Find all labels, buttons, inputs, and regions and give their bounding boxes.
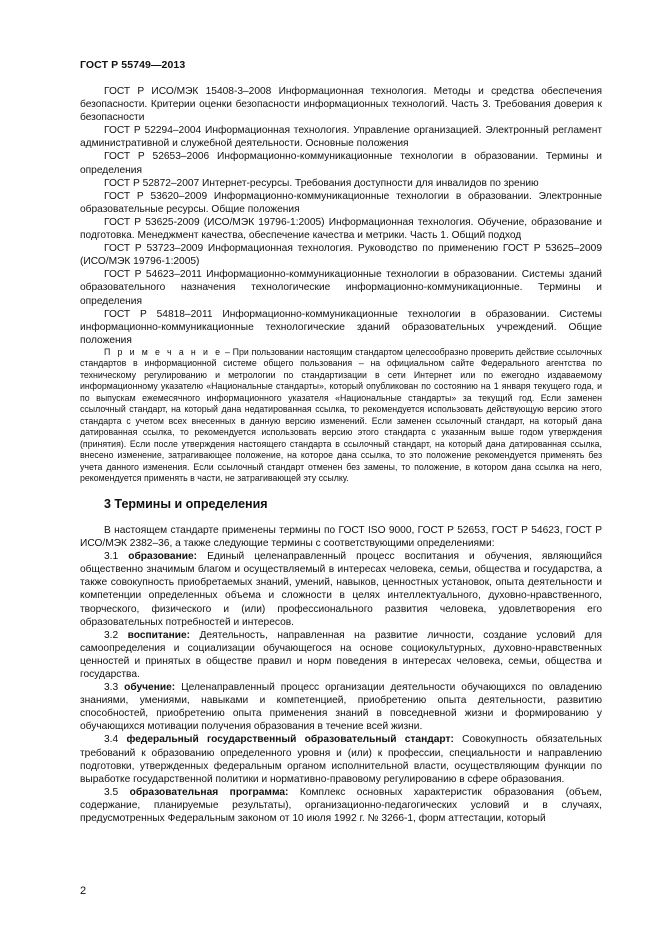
document-body — [80, 85, 602, 825]
term-number: 3.5 — [104, 786, 130, 798]
reference-item: ГОСТ Р 53620–2009 Информационно-коммуникационные технологии в образовании. Электронные образовательные ресурсы. Общие положения — [80, 190, 602, 215]
term-definition: Деятельность, направленная на развитие личности, создание условий для самоопределения и социализации обучающегося на основе социокультурных, духовно-нравственных ценностей и принятых в обществе правил и норм поведения в интересах человека, семьи, общества и государства. — [80, 629, 602, 680]
term-name: воспитание: — [127, 629, 191, 641]
term-definition: Целенаправленный процесс организации деятельности обучающихся по овладению знаниями, умениями, навыками и компетенцией, приобретению опыта деятельности, развитию способностей, приобретению опыта применения знаний в повседневной жизни и формированию у обучающихся мотивации получения образования в течение всей жизни. — [80, 682, 602, 733]
section-intro: В настоящем стандарте применены термины по ГОСТ ISO 9000, ГОСТ Р 52653, ГОСТ Р 54623, ГОСТ Р ИСО/МЭК 2382–36, а также следующие термины с соответствующими определениями: — [80, 524, 602, 550]
reference-item: ГОСТ Р 52653–2006 Информационно-коммуникационные технологии в образовании. Термины и определения — [80, 151, 602, 176]
term-entry — [80, 786, 602, 825]
term-definition: Комплекс основных характеристик образования (объем, содержание, планируемые результаты), организационно-педагогических условий и в случаях, предусмотренных Федеральным законом от 10 июля 1992 г. № 3266-1, форм аттестации, который — [80, 786, 602, 825]
document-header: ГОСТ Р 55749—2013 — [80, 59, 186, 71]
note-text: – При пользовании настоящим стандартом целесообразно проверить действие ссылочных стандартов в информационной системе общего пользования – на официальном сайте Федерального агентства по техническому регулированию и метрологии по стандартизации в сети Интернет или по ежегодно издаваемому информационному указателю «Национальные стандарты», который опубликован по состоянию на 1 января текущего года, и по выпускам ежемесячного информационного указателя «Национальные стандарты» за текущий год. Если заменен ссылочный стандарт, на который дана недатированная ссылка, то рекомендуется использовать действующую версию этого стандарта с учетом всех внесенных в данную версию изменений. Если заменен ссылочный стандарт, на который дана датированная ссылка, то рекомендуется использовать версию этого стандарта с указанным выше годом утверждения (принятия). Если после утверждения настоящего стандарта в ссылочный стандарт, на который дана датированная ссылка, внесено изменение, затрагивающее положение, на которое дана ссылка, то это положение рекомендуется применять без учета данного изменения. Если ссылочный стандарт отменен без замены, то положение, в котором дана ссылка на него, рекомендуется применять в части, не затрагивающей эту ссылку. — [80, 346, 602, 484]
term-name: образовательная программа: — [129, 786, 289, 798]
term-number: 3.1 — [104, 551, 129, 563]
note-paragraph — [80, 347, 602, 485]
term-entry — [80, 550, 602, 629]
term-name: федеральный государственный образовательный стандарт: — [126, 734, 454, 746]
reference-item: ГОСТ Р 53625-2009 (ИСО/МЭК 19796-1:2005) Информационная технология. Обучение, образование и подготовка. Менеджмент качества, обеспечение качества и метрики. Часть 1. Общий подход — [80, 216, 602, 242]
reference-item: ГОСТ Р 54818–2011 Информационно-коммуникационные технологии в образовании. Системы информационно-коммуникационные технологические зданий образовательных учреждений. Общие положения — [80, 308, 602, 346]
reference-item: ГОСТ Р ИСО/МЭК 15408-3–2008 Информационная технология. Методы и средства обеспечения безопасности. Критерии оценки безопасности информационных технологий. Часть 3. Требования доверия к безопасности — [80, 86, 602, 124]
term-entry — [80, 681, 602, 733]
term-definition: Совокупность обязательных требований к образованию определенного уровня и (или) к профессии, специальности и направлению подготовки, утвержденных федеральным органом исполнительной власти, осуществляющим функции по выработке государственной политики и нормативно-правовому регулированию в сфере образования. — [80, 734, 602, 785]
page-number: 2 — [80, 885, 87, 897]
term-name: обучение: — [124, 682, 176, 694]
reference-item: ГОСТ Р 54623–2011 Информационно-коммуникационные технологии в образовании. Системы зданий образовательного назначения технологические информационно-коммуникационные. Термины и определения — [80, 269, 602, 307]
term-number: 3.3 — [104, 682, 125, 694]
term-entry — [80, 629, 602, 681]
reference-item: ГОСТ Р 52294–2004 Информационная технология. Управление организацией. Электронный регламент административной и служебной деятельности. Основные положения — [80, 125, 602, 150]
term-number: 3.2 — [104, 629, 128, 641]
term-number: 3.4 — [104, 734, 127, 746]
term-definition: Единый целенаправленный процесс воспитания и обучения, являющийся общественно значимым благом и осуществляемый в интересах человека, семьи, общества и государства, а также совокупность приобретаемых знаний, умений, навыков, ценностных установок, опыта деятельности и компетенции определенных объема и сложности в целях интеллектуального, духовно-нравственного, творческого, физического и (или) профессионального развития человека, удовлетворения его образовательных потребностей и интересов. — [80, 551, 603, 628]
reference-item: ГОСТ Р 52872–2007 Интернет-ресурсы. Требования доступности для инвалидов по зрению — [104, 177, 539, 189]
section-title: 3 Термины и определения — [104, 496, 268, 511]
note-label: П р и м е ч а н и е — [104, 346, 223, 357]
term-name: образование: — [128, 551, 198, 563]
reference-item: ГОСТ Р 53723–2009 Информационная технология. Руководство по применению ГОСТ Р 53625–2009 (ИСО/МЭК 19796-1:2005) — [80, 243, 602, 268]
term-entry — [80, 733, 602, 785]
